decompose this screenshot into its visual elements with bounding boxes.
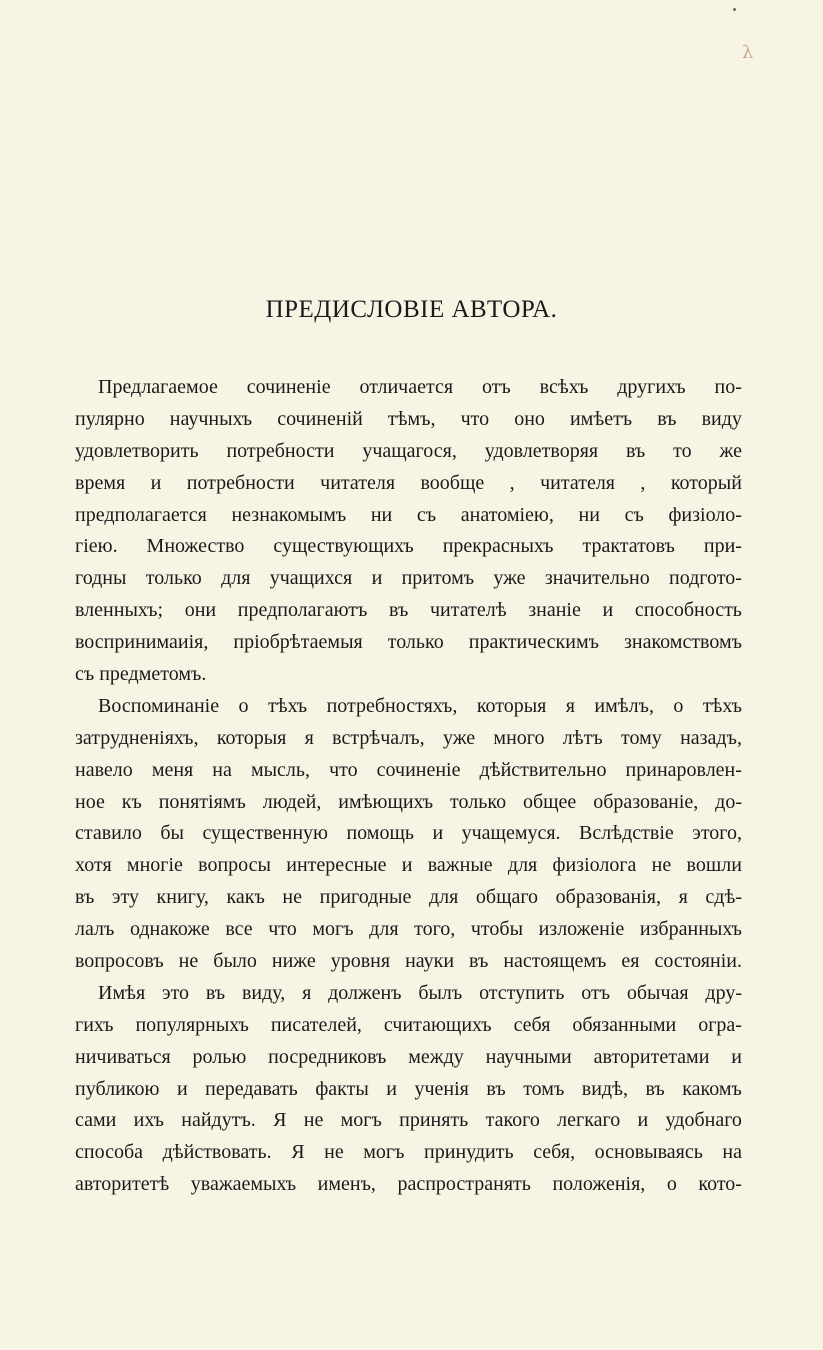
text-line: [75, 1105, 742, 1137]
text-line: [75, 1010, 742, 1042]
text-word: предполагаютъ: [237, 599, 368, 622]
text-word: въ: [645, 1077, 665, 1100]
text-word: тѣхъ: [702, 694, 742, 717]
text-word: прекрасныхъ: [442, 535, 554, 558]
text-line: [75, 404, 742, 436]
text-word: того,: [414, 918, 456, 941]
text-word: пригодные: [319, 886, 412, 909]
text-word: авторитетами: [593, 1045, 710, 1068]
text-word: читателѣ: [430, 599, 507, 622]
text-word: въ: [625, 439, 646, 462]
text-word: могъ: [363, 1141, 405, 1164]
text-word: распространять: [397, 1173, 531, 1196]
text-word: только: [387, 631, 444, 654]
text-word: сами: [75, 1109, 117, 1132]
text-word: назадъ,: [680, 726, 742, 749]
text-word: для: [221, 567, 251, 590]
text-word: только: [145, 567, 202, 590]
text-word: удобнаго: [665, 1109, 742, 1132]
text-word: съ: [416, 503, 437, 526]
text-word: практическимъ: [468, 631, 599, 654]
text-word: существующихъ: [273, 535, 414, 558]
text-line: [75, 946, 742, 978]
text-word: положенія,: [552, 1173, 646, 1196]
text-word: на: [212, 758, 232, 781]
text-word: что: [268, 918, 297, 941]
text-word: считающихъ: [383, 1013, 492, 1036]
text-word: имѣющихъ: [338, 790, 434, 813]
text-word: до-: [715, 790, 742, 813]
text-word: физіолога: [552, 854, 637, 877]
text-word: пріобрѣтаемыя: [233, 631, 363, 654]
text-word: въ: [205, 981, 226, 1004]
text-word: встрѣчалъ,: [332, 726, 425, 749]
text-word: для: [507, 854, 538, 877]
text-word: отличается: [359, 376, 454, 398]
text-word: между: [408, 1045, 464, 1068]
text-word: общаго: [475, 886, 539, 909]
text-word: то: [673, 439, 692, 462]
text-word: всѣхъ: [539, 376, 589, 398]
text-word: годны: [75, 567, 127, 590]
text-word: трактатовъ: [582, 535, 675, 558]
text-word: ни: [370, 503, 393, 526]
text-word: однакоже: [129, 918, 210, 941]
text-word: на: [722, 1141, 742, 1164]
text-word: знаніе: [528, 599, 581, 622]
text-word: вопросовъ: [75, 950, 164, 973]
text-line: [75, 372, 742, 404]
text-word: и: [637, 1109, 649, 1132]
text-word: что: [329, 758, 358, 781]
text-word: учащихся: [269, 567, 353, 590]
text-word: не: [324, 1141, 344, 1164]
text-word: и: [386, 1077, 397, 1100]
text-line: [75, 627, 742, 659]
text-word: тѣмъ,: [387, 407, 436, 430]
text-word: о: [238, 694, 249, 717]
text-word: гіею.: [75, 535, 118, 558]
text-word: ,: [509, 471, 515, 494]
text-word: въ: [75, 886, 95, 909]
text-line: [75, 1137, 742, 1169]
text-word: я: [304, 726, 314, 749]
text-word: вленныхъ;: [75, 599, 164, 622]
text-word: научными: [485, 1045, 572, 1068]
text-word: Я: [273, 1109, 287, 1132]
text-word: удовлетворить: [75, 439, 199, 462]
text-line: [75, 468, 742, 500]
ink-dot: [733, 8, 736, 11]
text-word: себя: [513, 1013, 551, 1036]
text-word: потребности: [186, 471, 295, 494]
text-word: ничиваться: [75, 1045, 171, 1068]
text-word: читателя: [320, 471, 396, 494]
text-word: ученія: [414, 1077, 469, 1100]
text-word: не: [178, 950, 199, 973]
text-word: Воспоминаніе: [98, 694, 220, 717]
text-word: хотя: [75, 854, 112, 877]
text-word: долженъ: [328, 981, 402, 1004]
text-word: факты: [315, 1077, 369, 1100]
text-word: о: [673, 694, 684, 717]
text-word: значительно: [544, 567, 650, 590]
text-word: дѣйствовать.: [162, 1141, 272, 1164]
text-word: все: [225, 918, 253, 941]
text-word: могъ: [312, 918, 354, 941]
text-word: настоящемъ: [503, 950, 607, 973]
text-word: для: [428, 886, 459, 909]
body-text: [75, 372, 742, 1201]
text-word: не: [651, 854, 672, 877]
text-word: этого,: [692, 822, 742, 845]
text-word: анатоміею,: [460, 503, 554, 526]
text-word: подгото-: [669, 567, 742, 590]
text-word: ное: [75, 790, 105, 813]
text-word: и: [731, 1045, 742, 1068]
text-word: вопросы: [198, 854, 271, 877]
text-word: виду,: [241, 981, 286, 1004]
text-line: [75, 1042, 742, 1074]
text-word: Предлагаемое: [98, 376, 218, 398]
text-word: обязанными: [572, 1013, 677, 1036]
text-word: могъ: [340, 1109, 382, 1132]
text-word: не: [303, 1109, 324, 1132]
text-word: вошли: [686, 854, 742, 877]
text-word: они: [184, 599, 217, 622]
text-word: именъ,: [317, 1173, 376, 1196]
text-word: меня: [151, 758, 194, 781]
text-line: [75, 723, 742, 755]
text-line: [75, 1074, 742, 1106]
text-line: [75, 563, 742, 595]
text-word: авторитетѣ: [75, 1173, 170, 1196]
text-word: ролью: [192, 1045, 247, 1068]
text-word: сочиненій: [277, 407, 363, 430]
text-word: лалъ: [75, 918, 115, 941]
text-word: изложеніе: [538, 918, 625, 941]
text-word: съ: [75, 663, 100, 686]
text-word: лѣтъ: [562, 726, 603, 749]
text-word: избранныхъ: [639, 918, 742, 941]
text-word: какъ: [226, 886, 265, 909]
text-word: незнакомымъ: [231, 503, 347, 526]
text-word: уважаемыхъ: [190, 1173, 297, 1196]
text-word: уровня: [330, 950, 391, 973]
text-word: же: [719, 439, 742, 462]
text-word: при-: [703, 535, 742, 558]
text-word: много: [493, 726, 545, 749]
text-line: [75, 755, 742, 787]
text-word: учащемуся.: [461, 822, 561, 845]
text-word: я: [678, 886, 688, 909]
text-word: ставило: [75, 822, 142, 845]
text-word: и: [401, 854, 413, 877]
text-word: Я: [291, 1141, 305, 1164]
text-word: людей,: [262, 790, 322, 813]
text-word: это: [161, 981, 190, 1004]
text-word: которыя: [216, 726, 287, 749]
text-word: только: [450, 790, 507, 813]
text-word: сочиненіе: [246, 376, 331, 398]
text-word: и: [176, 1077, 188, 1100]
corner-pencil-mark: λ: [742, 42, 754, 63]
text-word: было: [213, 950, 257, 973]
text-word: какомъ: [682, 1077, 742, 1100]
text-word: что: [460, 407, 490, 430]
text-word: тому: [621, 726, 662, 749]
text-word: и: [371, 567, 383, 590]
text-word: передавать: [205, 1077, 298, 1100]
text-word: помощь: [346, 822, 414, 845]
text-word: интересные: [286, 854, 387, 877]
text-word: томъ: [523, 1077, 565, 1100]
text-word: въ: [469, 950, 489, 973]
text-line: [75, 882, 742, 914]
text-word: бы: [160, 822, 184, 845]
text-word: книгу,: [156, 886, 209, 909]
text-line: [75, 531, 742, 563]
page-title: ПРЕДИСЛОВІЕ АВТОРА.: [265, 296, 558, 323]
text-word: уже: [493, 567, 526, 590]
text-word: ни: [578, 503, 600, 526]
text-word: оно: [514, 407, 545, 430]
text-word: принудить: [424, 1141, 514, 1164]
text-word: мысль,: [250, 758, 311, 781]
text-word: учащагося,: [362, 439, 457, 462]
text-word: ея: [621, 950, 640, 973]
text-word: знакомствомъ: [623, 631, 742, 654]
text-word: публикою: [75, 1077, 160, 1100]
text-word: въ: [657, 407, 677, 430]
text-word: научныхъ: [169, 407, 253, 430]
text-word: которыя: [476, 694, 547, 717]
text-word: обычая: [626, 981, 689, 1004]
text-word: съ: [624, 503, 644, 526]
text-word: чтобы: [470, 918, 524, 941]
text-word: въ: [486, 1077, 506, 1100]
text-word: имѣлъ,: [594, 694, 654, 717]
text-word: воспринимаиія,: [75, 631, 209, 654]
text-word: предполагается: [75, 503, 207, 526]
text-word: кото-: [698, 1173, 742, 1196]
text-line: [75, 1169, 742, 1201]
text-word: ниже: [271, 950, 316, 973]
text-word: отъ: [481, 376, 511, 398]
text-line: [75, 436, 742, 468]
text-line: [75, 850, 742, 882]
text-word: эту: [111, 886, 139, 909]
text-word: имѣетъ: [569, 407, 633, 430]
text-word: способа: [75, 1141, 144, 1164]
text-word: не: [282, 886, 303, 909]
text-word: притомъ: [401, 567, 475, 590]
text-word: и: [602, 599, 614, 622]
text-word: я: [302, 981, 312, 1004]
text-line: [75, 787, 742, 819]
text-word: потребности: [226, 439, 335, 462]
text-line: [75, 659, 742, 691]
text-word: такого: [485, 1109, 540, 1132]
text-word: посредниковъ: [268, 1045, 387, 1068]
text-word: сдѣ-: [705, 886, 742, 909]
text-word: и: [150, 471, 162, 494]
text-word: который: [670, 471, 742, 494]
text-line: [75, 978, 742, 1010]
text-line: [75, 818, 742, 850]
text-word: въ: [389, 599, 409, 622]
text-word: основываясь: [594, 1141, 703, 1164]
text-word: найдутъ.: [181, 1109, 256, 1132]
text-word: огра-: [698, 1013, 742, 1036]
text-word: ихъ: [133, 1109, 164, 1132]
text-word: затрудненіяхъ,: [75, 726, 199, 749]
text-word: принять: [399, 1109, 469, 1132]
text-word: себя,: [533, 1141, 576, 1164]
text-word: отступить: [479, 981, 565, 1004]
text-word: вообще: [420, 471, 485, 494]
text-word: образованія,: [555, 886, 662, 909]
text-word: Имѣя: [98, 981, 146, 1004]
text-word: способность: [634, 599, 742, 622]
text-word: навело: [75, 758, 133, 781]
text-word: о: [666, 1173, 677, 1196]
text-line: [75, 914, 742, 946]
text-word: время: [75, 471, 126, 494]
text-word: сочиненіе: [376, 758, 461, 781]
text-word: удовлетворяя: [484, 439, 599, 462]
text-word: читателя: [540, 471, 615, 494]
text-word: дру-: [705, 981, 742, 1004]
text-word: по-: [714, 376, 742, 398]
text-word: принаровлен-: [625, 758, 742, 781]
text-word: дѣйствительно: [479, 758, 607, 781]
text-word: для: [369, 918, 399, 941]
text-word: виду: [701, 407, 742, 430]
text-word: писателей,: [270, 1013, 362, 1036]
text-word: ,: [640, 471, 646, 494]
text-word: отъ: [581, 981, 611, 1004]
text-word: физіоло-: [668, 503, 742, 526]
text-word: я: [565, 694, 575, 717]
text-word: легкаго: [557, 1109, 621, 1132]
text-word: другихъ: [617, 376, 686, 398]
text-word: существенную: [202, 822, 328, 845]
text-word: видѣ,: [581, 1077, 628, 1100]
text-word: Множество: [146, 535, 245, 558]
text-word: понятіямъ: [158, 790, 246, 813]
text-word: Вслѣдствіе: [579, 822, 674, 845]
text-word: состояніи.: [654, 950, 742, 973]
text-word: науки: [405, 950, 455, 973]
text-word: пулярно: [75, 407, 145, 430]
text-word: многіе: [126, 854, 183, 877]
text-word: потребностяхъ,: [326, 694, 458, 717]
text-word: къ: [121, 790, 142, 813]
text-word: былъ: [418, 981, 463, 1004]
text-word: образованіе,: [593, 790, 699, 813]
text-line: [75, 500, 742, 532]
text-word: и: [432, 822, 444, 845]
text-word: общее: [522, 790, 577, 813]
text-word: уже: [442, 726, 476, 749]
text-word: важные: [427, 854, 493, 877]
text-word: гихъ: [75, 1013, 114, 1036]
text-line: [75, 691, 742, 723]
text-line: [75, 595, 742, 627]
text-word: предметомъ.: [99, 663, 207, 686]
text-word: популярныхъ: [135, 1013, 249, 1036]
text-word: тѣхъ: [267, 694, 308, 717]
